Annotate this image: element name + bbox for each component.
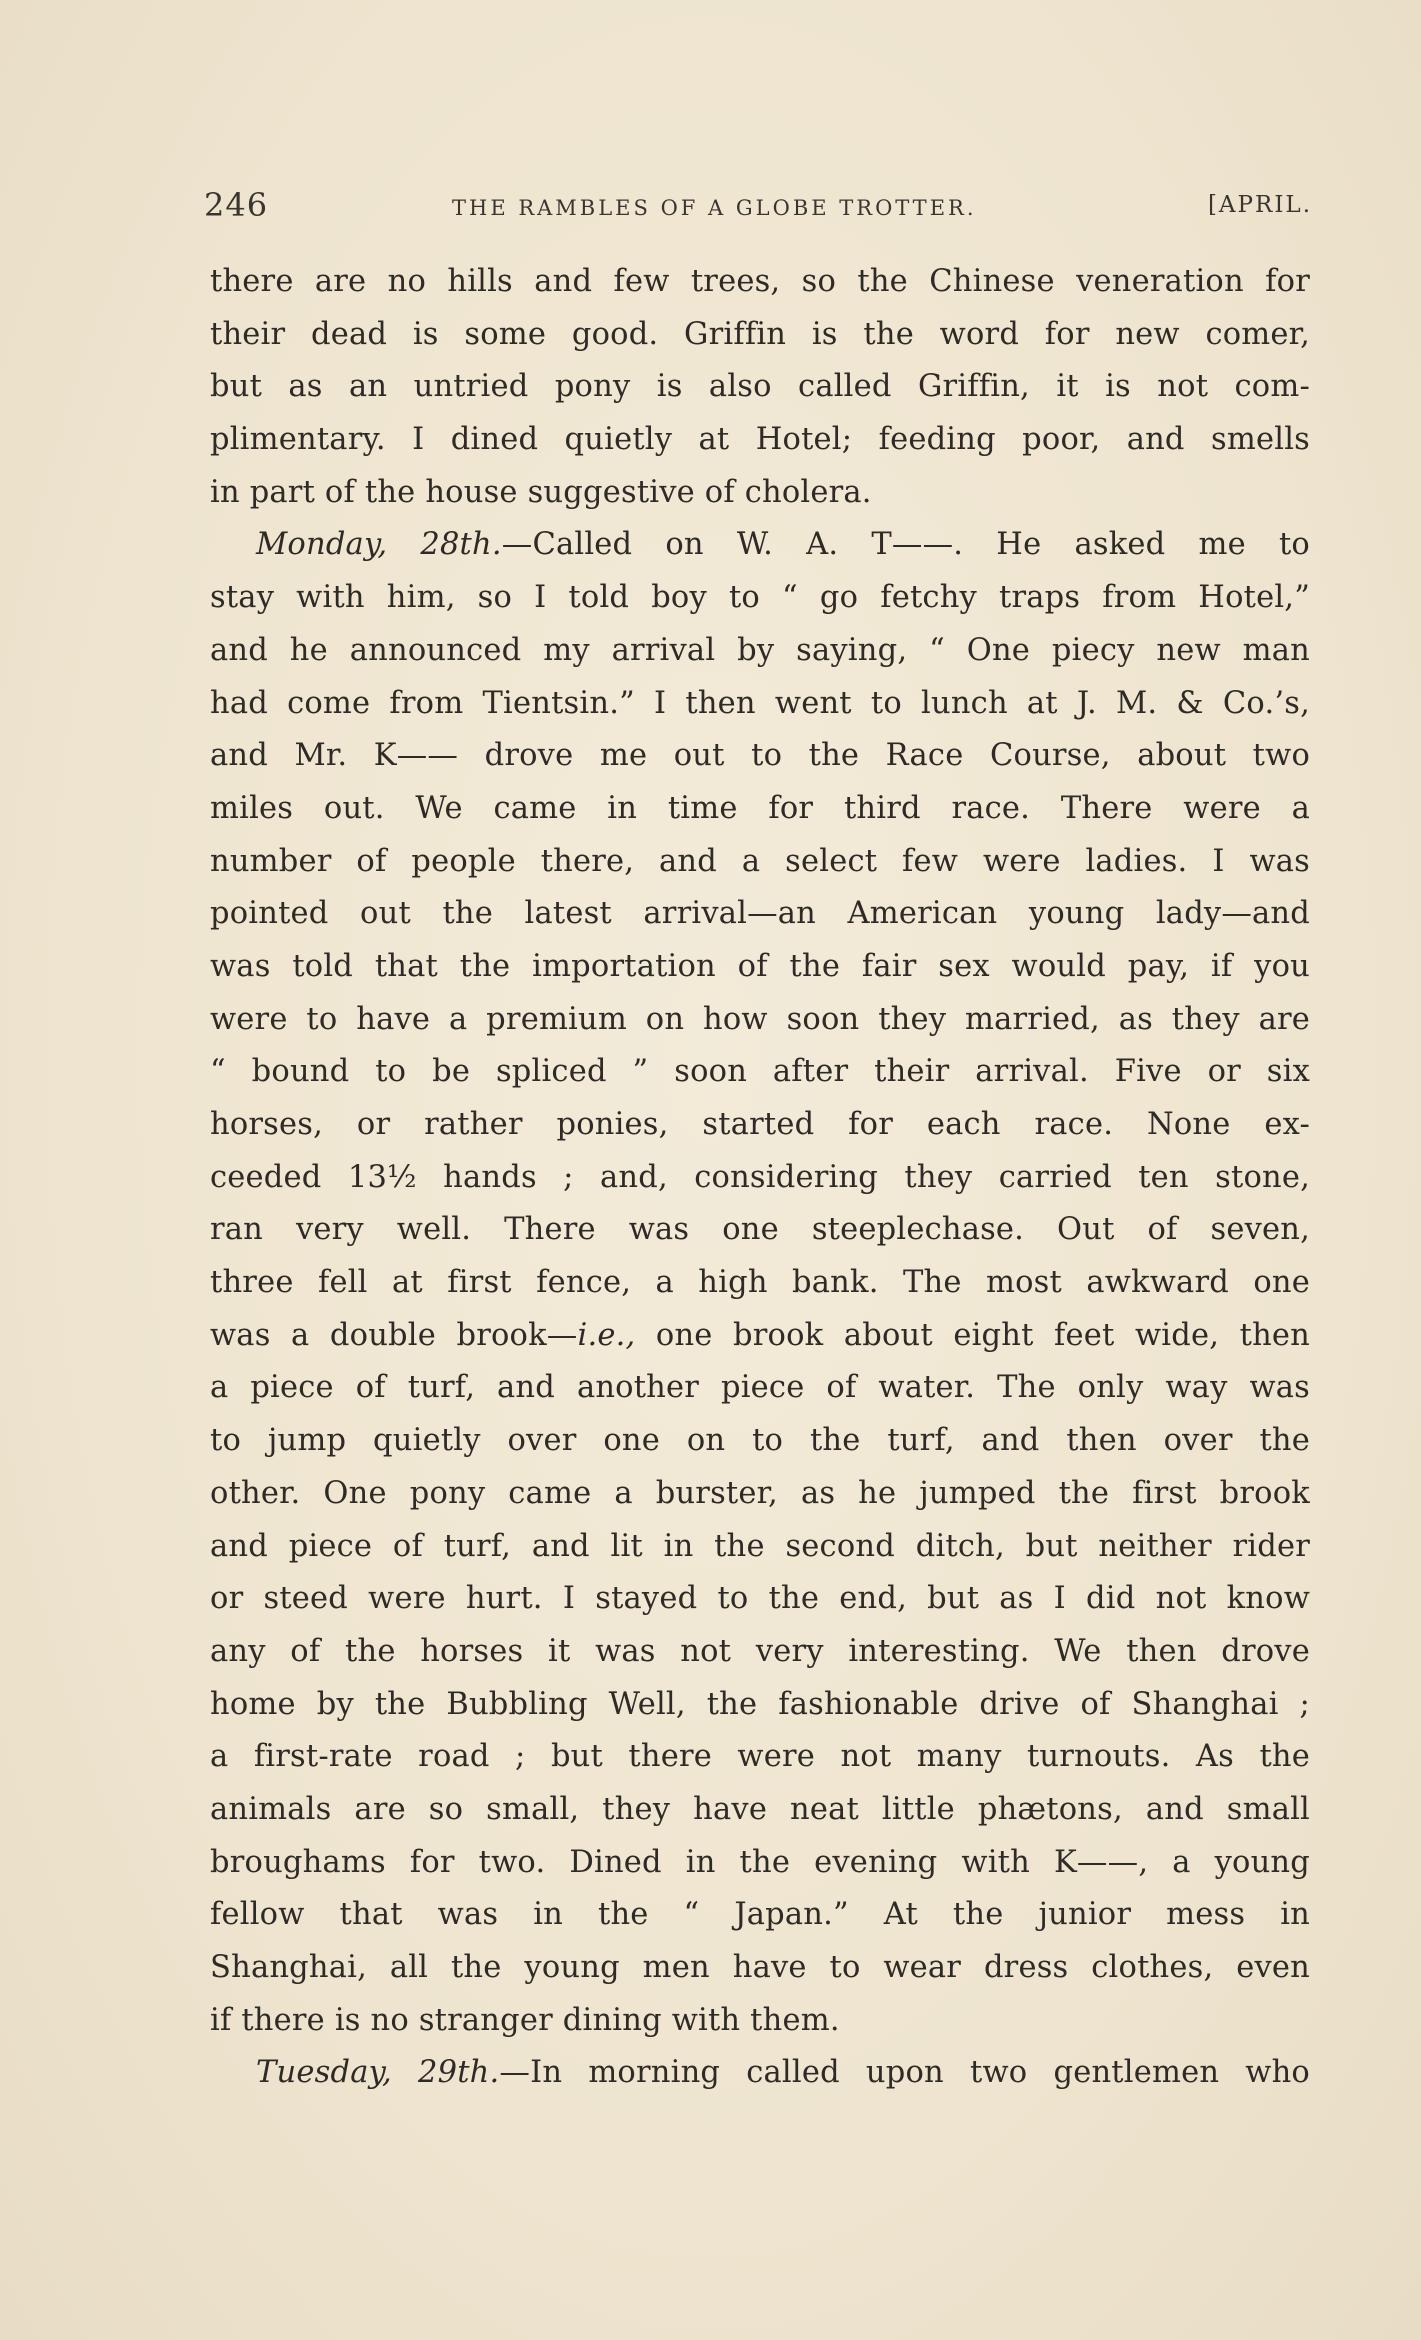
text-line: number of people there, and a select few were ladies. I was [210,843,1310,879]
text-line: animals are so small, they have neat little phætons, and small [210,1791,1310,1827]
text-line: a first-rate road ; but there were not many turnouts. As the [210,1739,1310,1775]
text-line: or steed were hurt. I stayed to the end, but as I did not know [210,1581,1310,1617]
text-line: plimentary. I dined quietly at Hotel; feeding poor, and smells [210,422,1310,458]
italic-abbreviation: i.e., [577,1317,636,1353]
body-text [210,256,1310,2100]
text-line: broughams for two. Dined in the evening with K——, a young [210,1844,1310,1880]
text-line: stay with him, so I told boy to “ go fetchy traps from Hotel,” [210,580,1310,616]
text-line: horses, or rather ponies, started for each race. None ex- [210,1107,1310,1142]
text-fragment: one brook about eight feet wide, then [635,1317,1311,1353]
running-month: [APRIL. [1207,192,1312,218]
text-line: but as an untried pony is also called Griffin, it is not com- [210,369,1310,405]
text-line: in part of the house suggestive of cholera. [210,474,872,510]
text-line: and he announced my arrival by saying, “ One piecy new man [210,632,1310,668]
text-line: their dead is some good. Griffin is the word for new comer, [210,316,1310,352]
entry-date: 29th. [418,2055,500,2091]
text-line: were to have a premium on how soon they married, as they are [210,1001,1310,1037]
text-fragment: was a double brook— [210,1317,578,1353]
entry-day: Monday, [256,527,388,563]
text-line: was told that the importation of the fair sex would pay, if you [210,948,1310,984]
text-line: Shanghai, all the young men have to wear dress clothes, even [210,1950,1310,1985]
text-line: if there is no stranger dining with them. [210,2002,840,2038]
text-line: fellow that was in the “ Japan.” At the junior mess in [210,1897,1310,1933]
text-line [210,519,1310,572]
text-line: any of the horses it was not very interesting. We then drove [210,1633,1310,1669]
text-line: a piece of turf, and another piece of water. The only way was [210,1370,1310,1406]
text-line [210,2047,1310,2100]
text-line: had come from Tientsin.” I then went to lunch at J. M. & Co.’s, [210,685,1310,721]
text-line: other. One pony came a burster, as he jumped the first brook [210,1475,1310,1511]
text-line: home by the Bubbling Well, the fashionable drive of Shanghai ; [210,1686,1310,1722]
running-title: THE RAMBLES OF A GLOBE TROTTER. [452,196,977,220]
text-line: to jump quietly over one on to the turf, and then over the [210,1423,1310,1459]
text-line: and piece of turf, and lit in the second ditch, but neither rider [210,1528,1310,1564]
running-head [204,186,1312,238]
text-line [210,1310,1310,1363]
text-line: “ bound to be spliced ” soon after their arrival. Five or six [210,1054,1310,1090]
entry-date: 28th. [420,527,502,563]
entry-text: —Called on W. A. T——. He asked me to [501,527,1310,563]
text-line: pointed out the latest arrival—an American young lady—and [210,896,1310,932]
text-line: ceeded 13½ hands ; and, considering they carried ten stone, [210,1159,1310,1195]
text-line: and Mr. K—— drove me out to the Race Course, about two [210,738,1310,774]
entry-day: Tuesday, [256,2055,392,2091]
text-line: there are no hills and few trees, so the Chinese veneration for [210,264,1310,299]
text-line: miles out. We came in time for third race. There were a [210,790,1310,826]
text-line: three fell at first fence, a high bank. The most awkward one [210,1265,1310,1301]
text-line: ran very well. There was one steeplechase. Out of seven, [210,1212,1310,1248]
entry-text: —In morning called upon two gentlemen who [499,2055,1310,2091]
page-number: 246 [204,186,269,224]
